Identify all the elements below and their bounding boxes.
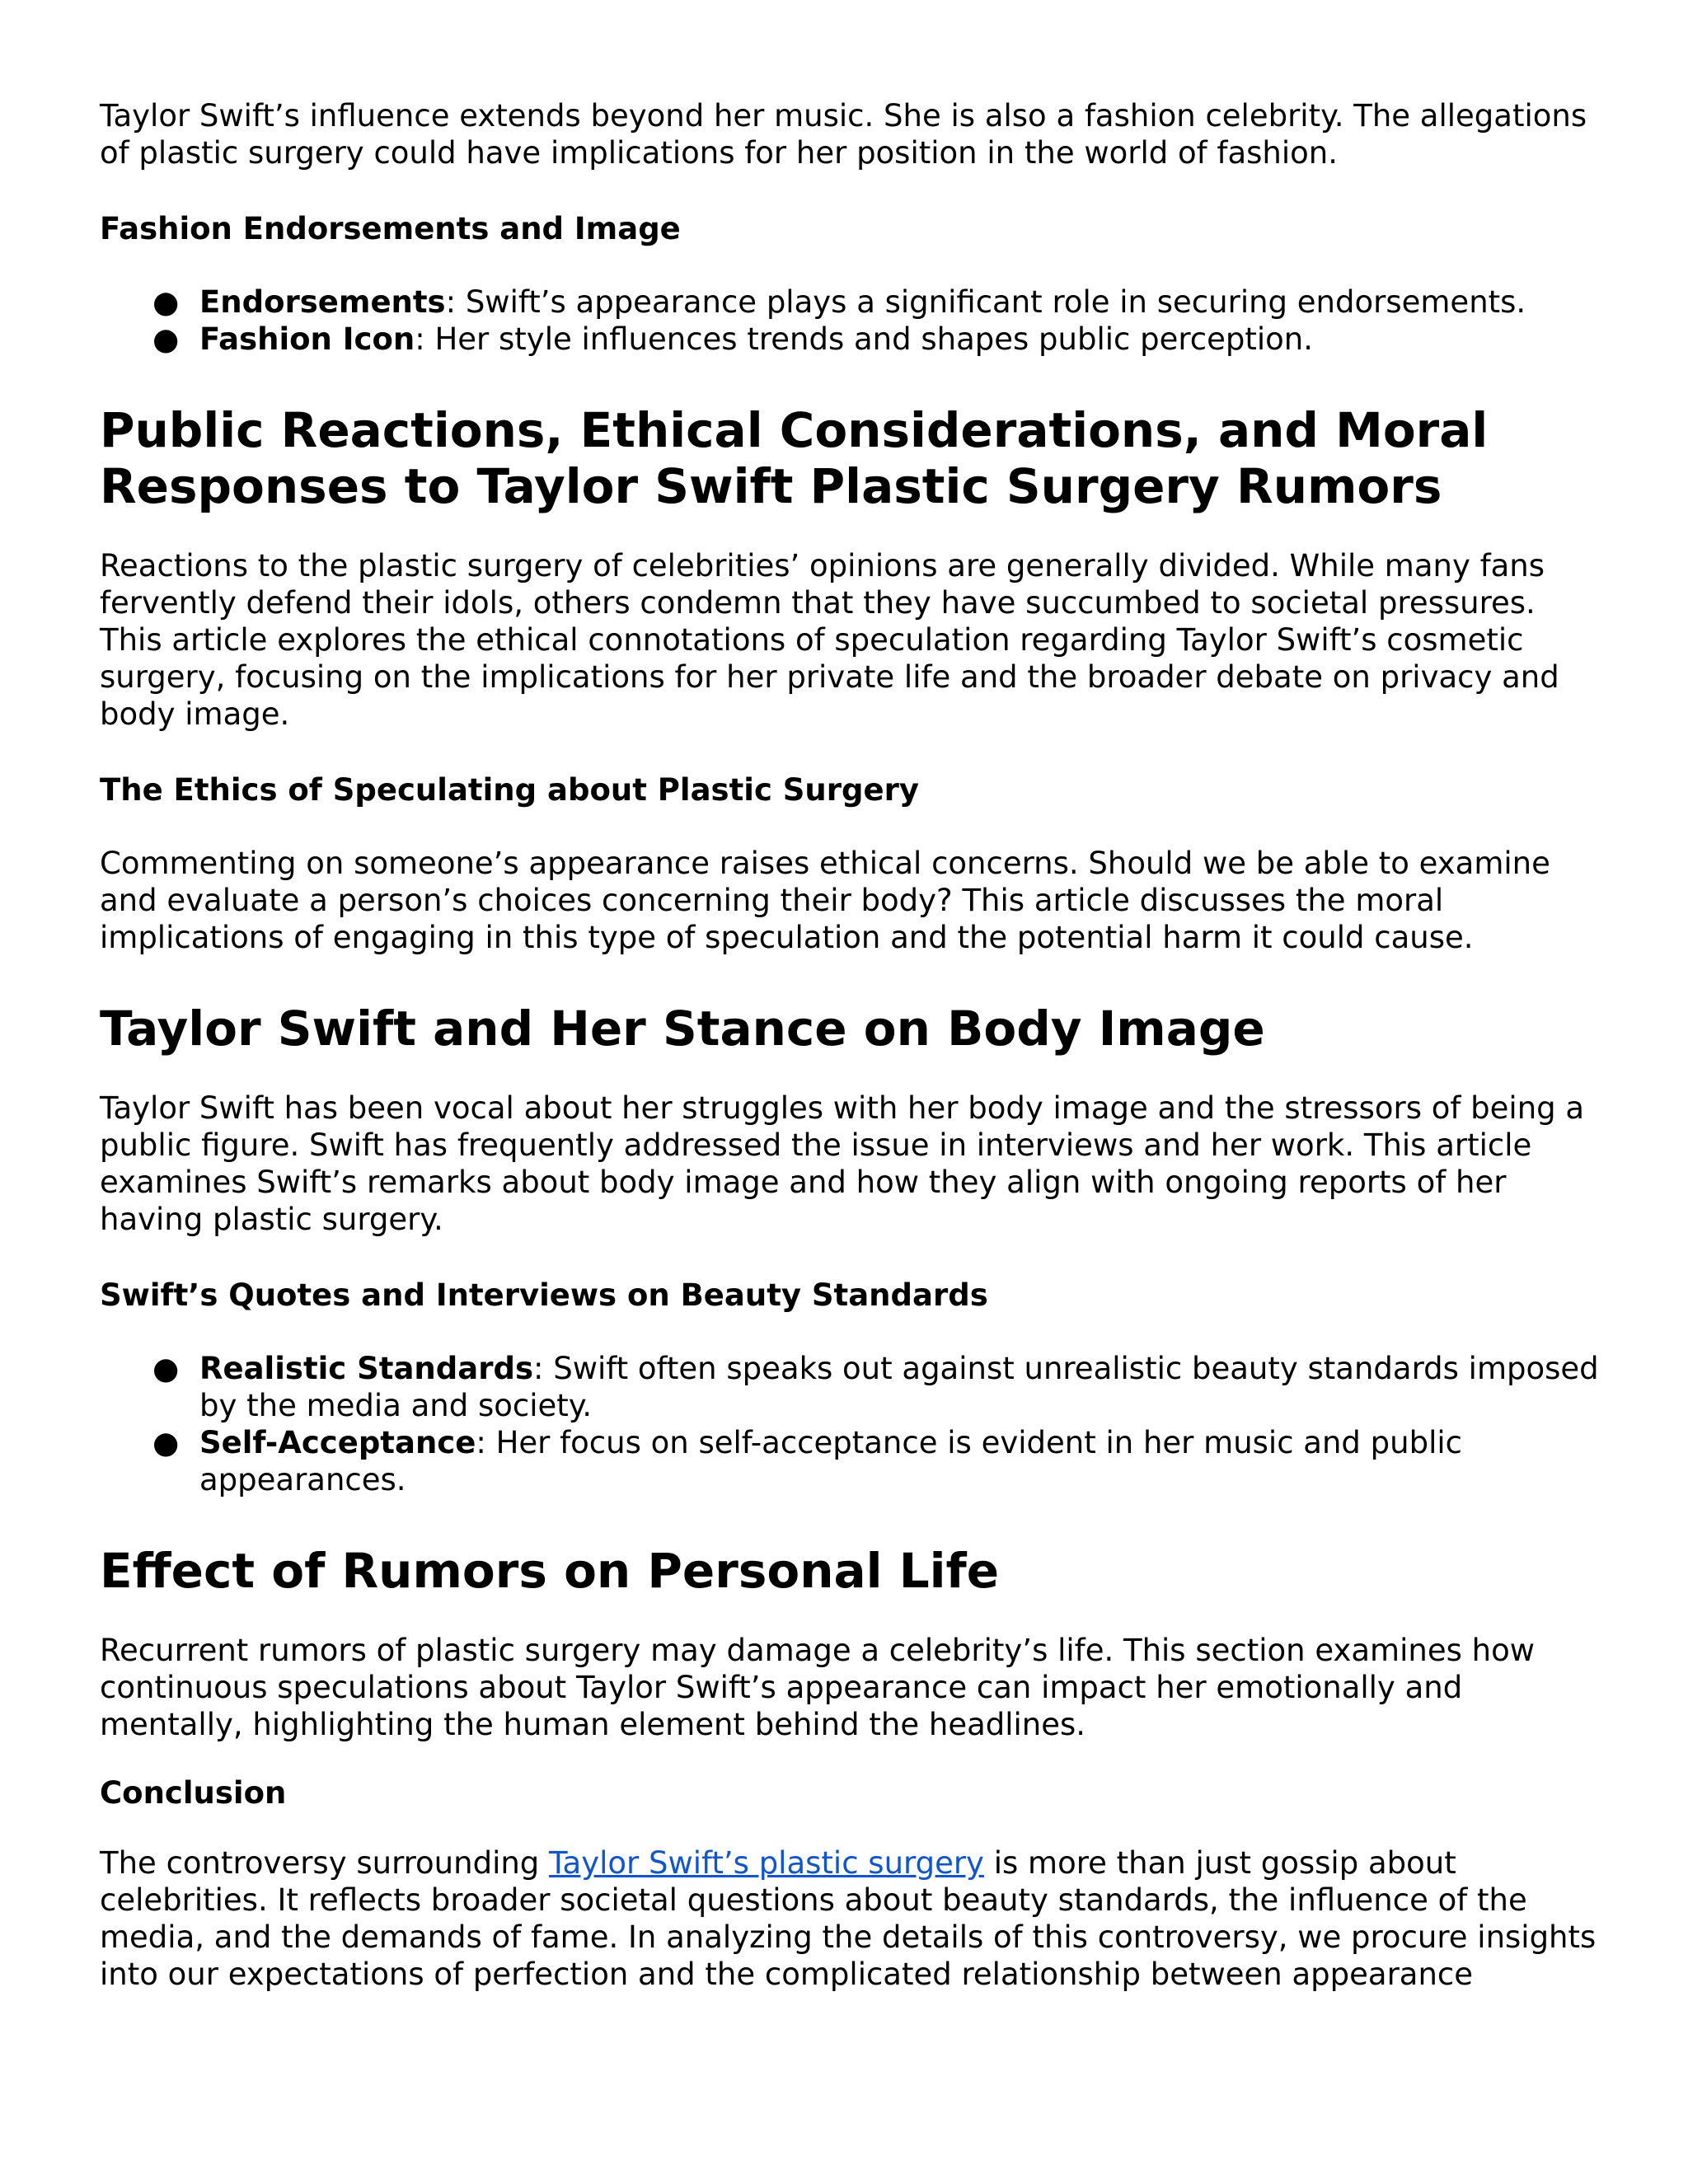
effect-paragraph: Recurrent rumors of plastic surgery may damage a celebrity’s life. This section examines how continuous speculations about Taylor Swift’s appearance can impact her emotionally and mentally, highlighting the human element behind the headlines. [100,1633,1535,1742]
bullet-icon: ● [152,321,180,357]
list-item [100,284,1600,321]
bullet-icon: ● [152,1351,180,1386]
bullet-icon: ● [152,1425,180,1460]
bullet-text: : Her focus on self-acceptance is evident in her music and public appearances. [199,1425,1463,1497]
bullet-term: Realistic Standards [199,1351,533,1386]
intro-paragraph: Taylor Swift’s influence extends beyond her music. She is also a fashion celebrity. The allegations of plastic surgery could have implications for her position in the world of fashion. [100,98,1587,171]
conclusion-text-end: is more than just gossip about celebrities. It reflects broader societal questions about beauty standards, the influence of the media, and the demands of fame. In analyzing the details of this controversy, we procure insights into our expectations of perfection and the complicated relationship between appearance [100,1845,1597,1992]
bullet-term: Fashion Icon [199,321,415,357]
quotes-heading: Swift’s Quotes and Interviews on Beauty Standards [100,1277,988,1313]
quotes-bullet-list [100,1350,1600,1498]
list-item [100,1424,1600,1498]
fashion-bullet-list [100,284,1600,358]
bullet-text: : Swift’s appearance plays a significant role in securing endorsements. [445,284,1526,320]
stance-paragraph: Taylor Swift has been vocal about her struggles with her body image and the stressors of being a public figure. Swift has frequently addressed the issue in interviews and her work. This article examines Swift’s remarks about body image and how they align with ongoing reports of her having plastic surgery. [100,1090,1585,1237]
stance-heading: Taylor Swift and Her Stance on Body Image [100,1001,1265,1057]
conclusion-text-start: The controversy surrounding [100,1845,550,1881]
document-page [100,97,1600,1993]
ethics-heading: The Ethics of Speculating about Plastic Surgery [100,772,919,808]
bullet-icon: ● [152,284,180,320]
conclusion-paragraph [100,1844,1600,1993]
list-item [100,1350,1600,1424]
effect-heading: Effect of Rumors on Personal Life [100,1543,1000,1599]
surgery-article-link[interactable]: Taylor Swift’s plastic surgery [549,1845,984,1881]
list-item [100,321,1600,358]
public-reactions-paragraph: Reactions to the plastic surgery of celebrities’ opinions are generally divided. While many fans fervently defend their idols, others condemn that they have succumbed to societal pressures. This article explores the ethical connotations of speculation regarding Taylor Swift’s cosmetic surgery, focusing on the implications for her private life and the broader debate on privacy and body image. [100,548,1559,732]
bullet-text: : Swift often speaks out against unrealistic beauty standards imposed by the media and society. [199,1351,1599,1423]
ethics-paragraph: Commenting on someone’s appearance raises ethical concerns. Should we be able to examine and evaluate a person’s choices concerning their body? This article discusses the moral implications of engaging in this type of speculation and the potential harm it could cause. [100,846,1550,955]
public-reactions-heading: Public Reactions, Ethical Considerations, and Moral Responses to Taylor Swift Plastic Surgery Rumors [100,402,1489,514]
bullet-text: : Her style influences trends and shapes public perception. [415,321,1314,357]
bullet-term: Self-Acceptance [199,1425,476,1460]
bullet-term: Endorsements [199,284,446,320]
fashion-heading: Fashion Endorsements and Image [100,211,681,246]
conclusion-heading: Conclusion [100,1775,287,1811]
